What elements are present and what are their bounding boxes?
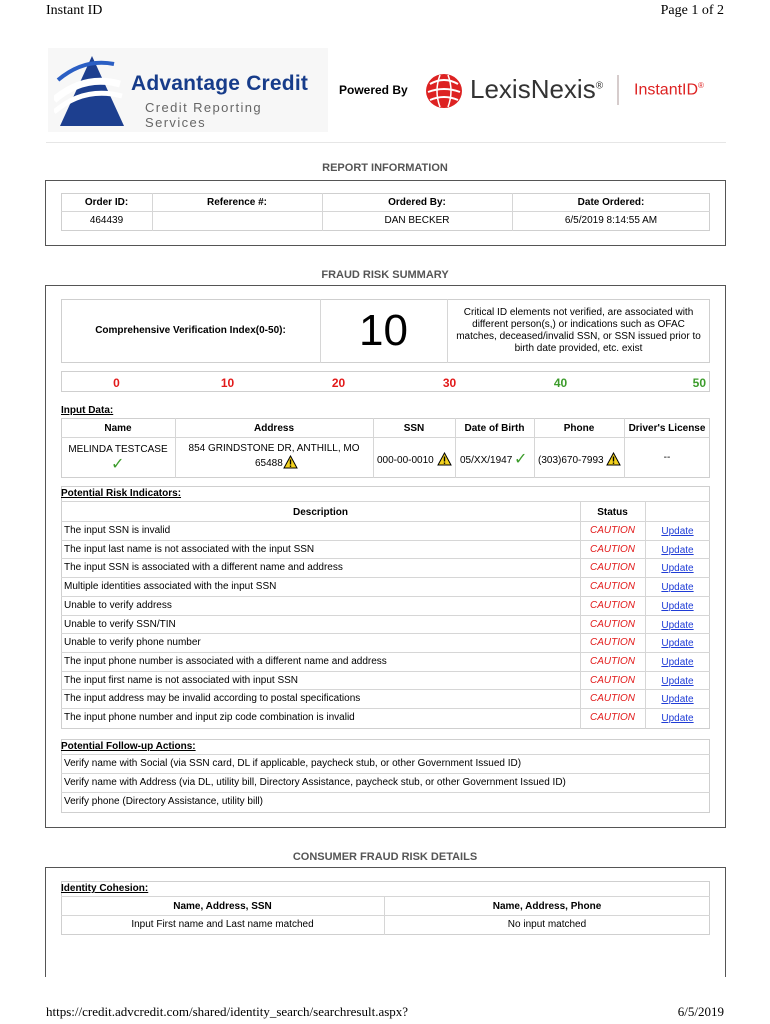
input-phone-value: (303)670-7993 bbox=[538, 455, 604, 466]
update-link[interactable]: Update bbox=[661, 713, 694, 724]
check-icon: ✓ bbox=[111, 456, 125, 473]
identity-cohesion-title: Identity Cohesion: bbox=[61, 883, 149, 894]
risk-status-badge: CAUTION bbox=[590, 544, 635, 555]
risk-col-description: Description bbox=[292, 507, 348, 518]
risk-indicator-description: The input SSN is associated with a different name and address bbox=[64, 562, 343, 573]
update-link[interactable]: Update bbox=[661, 545, 694, 556]
header-divider bbox=[46, 142, 726, 143]
risk-status-badge: CAUTION bbox=[590, 637, 635, 648]
cvi-score: 10 bbox=[359, 306, 408, 355]
warning-icon bbox=[283, 455, 298, 469]
followup-actions-title: Potential Follow-up Actions: bbox=[61, 741, 196, 752]
risk-status-badge: CAUTION bbox=[590, 712, 635, 723]
risk-indicator-description: Multiple identities associated with the input SSN bbox=[64, 581, 277, 592]
risk-status-badge: CAUTION bbox=[590, 619, 635, 630]
warning-icon bbox=[606, 452, 621, 466]
input-dob-value: 05/XX/1947 bbox=[460, 455, 513, 466]
input-name-value: MELINDA TESTCASE bbox=[68, 444, 168, 455]
input-header-ssn: SSN bbox=[403, 423, 425, 434]
advantage-credit-logo bbox=[48, 48, 328, 132]
lexisnexis-globe-icon bbox=[424, 72, 464, 110]
update-link[interactable]: Update bbox=[661, 694, 694, 705]
input-header-dob: Date of Birth bbox=[464, 423, 525, 434]
input-address-line2: 65488 bbox=[255, 458, 283, 469]
date-ordered-header: Date Ordered: bbox=[577, 197, 645, 208]
risk-status-badge: CAUTION bbox=[590, 656, 635, 667]
cvi-description: Critical ID elements not verified, are associated with different person(s,) or indications such as OFAC matches, deceased/invalid SSN, or SSN issued prior to birth date provided, etc. exist bbox=[456, 307, 701, 354]
page-number: Page 1 of 2 bbox=[660, 3, 724, 18]
input-header-phone: Phone bbox=[563, 423, 595, 434]
fraud-risk-summary-title: FRAUD RISK SUMMARY bbox=[321, 269, 449, 281]
advantage-logo-icon bbox=[54, 54, 126, 128]
reference-header: Reference #: bbox=[206, 197, 268, 208]
consumer-details-title: CONSUMER FRAUD RISK DETAILS bbox=[292, 851, 478, 863]
cvi-label: Comprehensive Verification Index(0-50): bbox=[95, 325, 286, 336]
page-url: https://credit.advcredit.com/shared/identity_search/searchresult.aspx? bbox=[46, 1004, 409, 1019]
cvi-scale-label: 0 bbox=[113, 376, 120, 390]
update-link[interactable]: Update bbox=[661, 526, 694, 537]
cvi-scale-label: 40 bbox=[553, 376, 568, 390]
company-tagline: Credit Reporting Services bbox=[145, 100, 263, 130]
page-header-title: Instant ID bbox=[46, 3, 103, 18]
update-link[interactable]: Update bbox=[661, 676, 694, 687]
check-icon: ✓ bbox=[514, 451, 528, 468]
update-link[interactable]: Update bbox=[661, 620, 694, 631]
input-address-line1: 854 GRINDSTONE DR, ANTHILL, MO bbox=[188, 443, 360, 454]
update-link[interactable]: Update bbox=[661, 657, 694, 668]
input-header-address: Address bbox=[253, 423, 294, 434]
input-ssn-value: 000-00-0010 bbox=[377, 455, 434, 466]
product-name: InstantID® bbox=[634, 81, 704, 99]
powered-by-label: Powered By bbox=[339, 83, 408, 97]
risk-status-badge: CAUTION bbox=[590, 581, 635, 592]
branding-divider bbox=[617, 75, 619, 105]
input-header-drivers-license: Driver's License bbox=[628, 423, 706, 434]
report-information-title: REPORT INFORMATION bbox=[322, 162, 448, 174]
risk-indicator-description: The input SSN is invalid bbox=[64, 525, 171, 536]
cohesion-header-name-address-phone: Name, Address, Phone bbox=[492, 901, 602, 912]
risk-indicator-description: Unable to verify address bbox=[64, 600, 172, 611]
update-link[interactable]: Update bbox=[661, 601, 694, 612]
risk-indicator-description: Unable to verify phone number bbox=[64, 637, 201, 648]
risk-indicator-description: The input last name is not associated with the input SSN bbox=[64, 544, 315, 555]
partner-name: LexisNexis® bbox=[470, 74, 604, 104]
update-link[interactable]: Update bbox=[661, 638, 694, 649]
cvi-scale-label: 50 bbox=[692, 376, 706, 390]
warning-icon bbox=[437, 452, 452, 466]
input-data-title: Input Data: bbox=[61, 405, 114, 416]
company-name: Advantage Credit bbox=[131, 72, 309, 95]
risk-indicator-description: Unable to verify SSN/TIN bbox=[64, 619, 176, 630]
cvi-scale-label: 30 bbox=[442, 376, 457, 390]
cohesion-value-name-address-ssn: Input First name and Last name matched bbox=[131, 919, 314, 930]
risk-indicator-description: The input phone number is associated with a different name and address bbox=[64, 656, 387, 667]
ordered-by-header: Ordered By: bbox=[388, 197, 446, 208]
risk-indicators-title: Potential Risk Indicators: bbox=[61, 488, 182, 499]
risk-indicator-description: The input address may be invalid according to postal specifications bbox=[64, 693, 361, 704]
followup-action-item: Verify phone (Directory Assistance, utility bill) bbox=[64, 796, 263, 807]
cohesion-header-name-address-ssn: Name, Address, SSN bbox=[173, 901, 272, 912]
order-id-value: 464439 bbox=[89, 215, 124, 226]
update-link[interactable]: Update bbox=[661, 563, 694, 574]
risk-status-badge: CAUTION bbox=[590, 525, 635, 536]
followup-action-item: Verify name with Social (via SSN card, DL if applicable, paycheck stub, or other Government Issued ID) bbox=[64, 758, 522, 769]
cohesion-value-name-address-phone: No input matched bbox=[507, 919, 587, 930]
cvi-scale-label: 20 bbox=[331, 376, 346, 390]
followup-action-item: Verify name with Address (via DL, utility bill, Directory Assistance, paycheck stub, or other Government Issued ID) bbox=[64, 777, 566, 788]
update-link[interactable]: Update bbox=[661, 582, 694, 593]
input-drivers-license-value: -- bbox=[663, 452, 671, 463]
risk-status-badge: CAUTION bbox=[590, 693, 635, 704]
risk-col-status: Status bbox=[597, 507, 628, 518]
ordered-by-value: DAN BECKER bbox=[384, 215, 450, 226]
risk-indicator-description: The input first name is not associated with input SSN bbox=[64, 675, 299, 686]
cvi-scale-label: 10 bbox=[220, 376, 235, 390]
risk-indicator-description: The input phone number and input zip code combination is invalid bbox=[64, 712, 355, 723]
risk-status-badge: CAUTION bbox=[590, 675, 635, 686]
date-ordered-value: 6/5/2019 8:14:55 AM bbox=[564, 215, 658, 226]
order-id-header: Order ID: bbox=[84, 197, 129, 208]
input-header-name: Name bbox=[104, 423, 132, 434]
page-date: 6/5/2019 bbox=[677, 1004, 724, 1019]
risk-status-badge: CAUTION bbox=[590, 562, 635, 573]
risk-status-badge: CAUTION bbox=[590, 600, 635, 611]
